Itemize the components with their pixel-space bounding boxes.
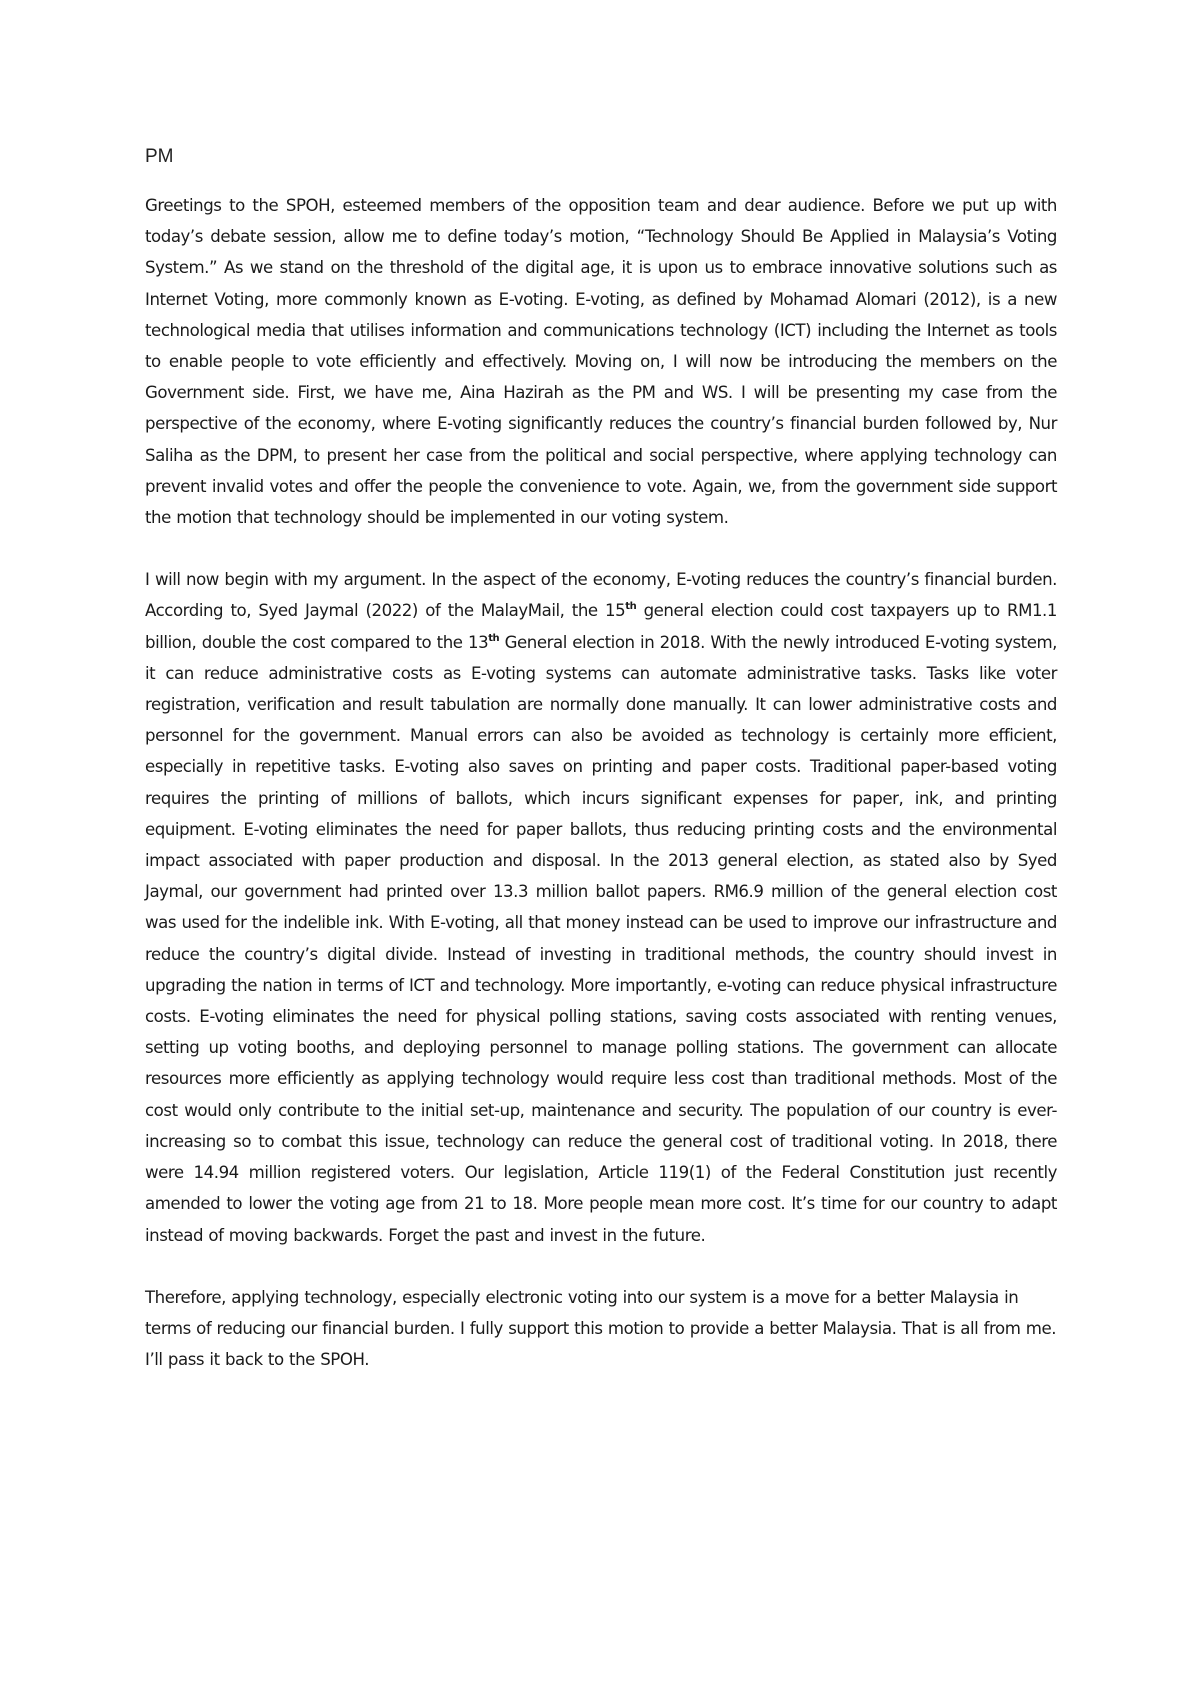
- paragraph-text: Greetings to the SPOH, esteemed members of the opposition team and dear audience. Before we put up with today’s debate session, allow me to define today’s motion, “Technology Should Be Applied in Malaysia’s Voting System.” As we stand on the threshold of the digital age, it is upon us to embrace innovative solutions such as Internet Voting, more commonly known as E-voting. E-voting, as defined by Mohamad Alomari (2012), is a new technological media that utilises information and communications technology (ICT) including the Internet as tools to enable people to vote efficiently and effectively. Moving on, I will now be introducing the members on the Government side. First, we have me, Aina Hazirah as the PM and WS. I will be presenting my case from the perspective of the economy, where E-voting significantly reduces the country’s financial burden followed by, Nur Saliha as the DPM, to present her case from the political and social perspective, where applying technology can prevent invalid votes and offer the people the convenience to vote. Again, we, from the government side support the motion that technology should be implemented in our voting system.: [145, 196, 1057, 528]
- paragraph-text: I will now begin with my argument. In the aspect of the economy, E-voting reduces the country’s financial burden. According to, Syed Jaymal (2022) of the MalayMail, the 15: [145, 570, 1057, 621]
- paragraph-text: Therefore, applying technology, especially electronic voting into our system is a move for a better Malaysia in terms of reducing our financial burden. I fully support this motion to provide a better Malaysia. That is all from me. I’ll pass it back to the SPOH.: [145, 1287, 1057, 1370]
- ordinal-suffix: th: [488, 632, 500, 644]
- paragraph-introduction: [145, 190, 1057, 533]
- paragraph-text: general election could cost taxpayers up to RM1.1 billion, double the cost compared to the 13: [145, 601, 1057, 652]
- paragraph-text: General election in 2018. With the newly introduced E-voting system, it can reduce administrative costs as E-voting systems can automate administrative tasks. Tasks like voter registration, verification and result tabulation are normally done manually. It can lower administrative costs and personnel for the government. Manual errors can also be avoided as technology is certainly more efficient, especially in repetitive tasks. E-voting also saves on printing and paper costs. Traditional paper-based voting requires the printing of millions of ballots, which incurs significant expenses for paper, ink, and printing equipment. E-voting eliminates the need for paper ballots, thus reducing printing costs and the environmental impact associated with paper production and disposal. In the 2013 general election, as stated also by Syed Jaymal, our government had printed over 13.3 million ballot papers. RM6.9 million of the general election cost was used for the indelible ink. With E-voting, all that money instead can be used to improve our infrastructure and reduce the country’s digital divide. Instead of investing in traditional methods, the country should invest in upgrading the nation in terms of ICT and technology. More importantly, e-voting can reduce physical infrastructure costs. E-voting eliminates the need for physical polling stations, saving costs associated with renting venues, setting up voting booths, and deploying personnel to manage polling stations. The government can allocate resources more efficiently as applying technology would require less cost than traditional methods. Most of the cost would only contribute to the initial set-up, maintenance and security. The population of our country is ever-increasing so to combat this issue, technology can reduce the general cost of traditional voting. In 2018, there were 14.94 million registered voters. Our legislation, Article 119(1) of the Federal Constitution just recently amended to lower the voting age from 21 to 18. More people mean more cost. It’s time for our country to adapt instead of moving backwards. Forget the past and invest in the future.: [145, 632, 1057, 1245]
- paragraph-argument: [145, 564, 1057, 1250]
- section-heading: PM: [145, 146, 174, 167]
- ordinal-suffix: th: [625, 601, 637, 613]
- paragraph-conclusion: [145, 1282, 1057, 1376]
- speech-body: [145, 190, 1057, 1406]
